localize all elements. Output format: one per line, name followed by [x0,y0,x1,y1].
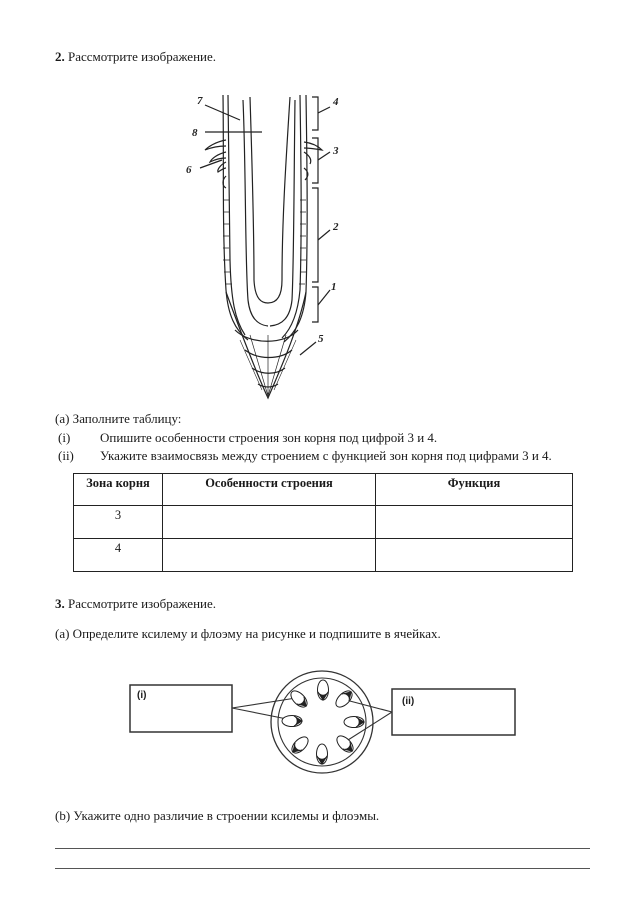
q2-item-i-text: Опишите особенности строения зон корня под цифрой 3 и 4. [100,430,438,445]
label-1: 1 [331,281,337,293]
label-7: 7 [197,95,203,107]
label-2: 2 [333,221,339,233]
q2-item-ii-number: (ii) [58,448,74,463]
zone-cell: 4 [74,539,163,572]
zone-cell: 3 [74,506,163,539]
question-prompt: Рассмотрите изображение. [68,49,217,64]
q3-part-b-label: (b) Укажите одно различие в строении ксилемы и флоэмы. [55,808,380,823]
answer-line-1[interactable] [55,848,590,849]
q2-item-i-number: (i) [58,430,71,445]
header-structure: Особенности строения [163,474,376,506]
label-3: 3 [333,145,339,157]
q2-part-a-label: (a) Заполните таблицу: [55,411,182,426]
answer-line-2[interactable] [55,868,590,869]
question-number: 3. [55,596,65,611]
label-5: 5 [318,333,324,345]
label-6: 6 [186,164,192,176]
label-8: 8 [192,127,198,139]
header-zone: Зона корня [74,474,163,506]
q3-part-a-label: (a) Определите ксилему и флоэму на рисунке и подпишите в ячейках. [55,626,441,641]
label-4: 4 [333,96,339,108]
header-function: Функция [376,474,573,506]
q2-item-ii-text: Укажите взаимосвязь между строением с функцией зон корня под цифрами 3 и 4. [100,448,552,463]
box-i-label: (i) [137,690,147,701]
box-ii-label: (ii) [402,696,415,707]
question-prompt: Рассмотрите изображение. [68,596,217,611]
question-number: 2. [55,49,65,64]
